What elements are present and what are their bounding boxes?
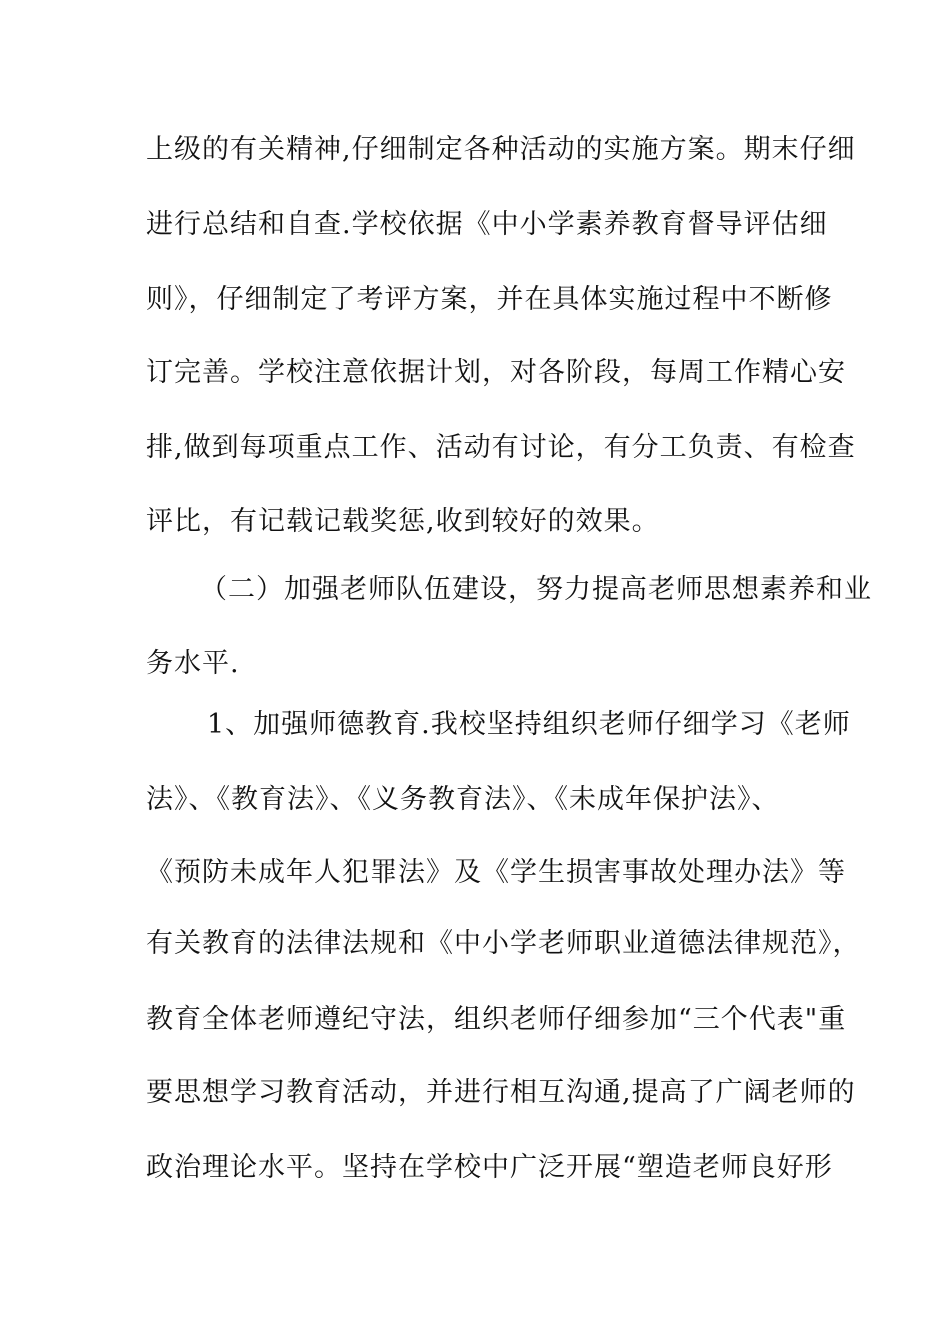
subsection-item: 1、加强师德教育.我校坚持组织老师仔细学习《老师 <box>207 709 851 740</box>
body-text-line: 《预防未成年人犯罪法》及《学生损害事故处理办法》等 <box>146 857 846 888</box>
body-text-line: 上级的有关精神,仔细制定各种活动的实施方案。期末仔细 <box>146 134 856 165</box>
section-heading: （二）加强老师队伍建设，努力提高老师思想素养和业 <box>200 574 872 605</box>
body-text-line: 要思想学习教育活动，并进行相互沟通,提高了广阔老师的 <box>146 1077 856 1108</box>
body-text-line: 订完善。学校注意依据计划，对各阶段，每周工作精心安 <box>146 357 846 388</box>
body-text-line: 评比，有记载记载奖惩,收到较好的效果。 <box>146 506 660 537</box>
body-text-line: 法》、《教育法》、《义务教育法》、《未成年保护法》、 <box>146 784 780 815</box>
body-text-line: 教育全体老师遵纪守法，组织老师仔细参加“三个代表"重 <box>146 1004 847 1035</box>
body-text-line: 政治理论水平。坚持在学校中广泛开展“塑造老师良好形 <box>146 1152 833 1183</box>
body-text-line: 排,做到每项重点工作、活动有讨论，有分工负责、有检查 <box>146 432 856 463</box>
body-text-line: 有关教育的法律法规和《中小学老师职业道德法律规范》， <box>146 928 861 959</box>
body-text-line: 进行总结和自查.学校依据《中小学素养教育督导评估细 <box>146 209 828 240</box>
body-text-line: 则》，仔细制定了考评方案，并在具体实施过程中不断修 <box>146 284 833 315</box>
section-heading-continuation: 务水平. <box>146 648 240 679</box>
